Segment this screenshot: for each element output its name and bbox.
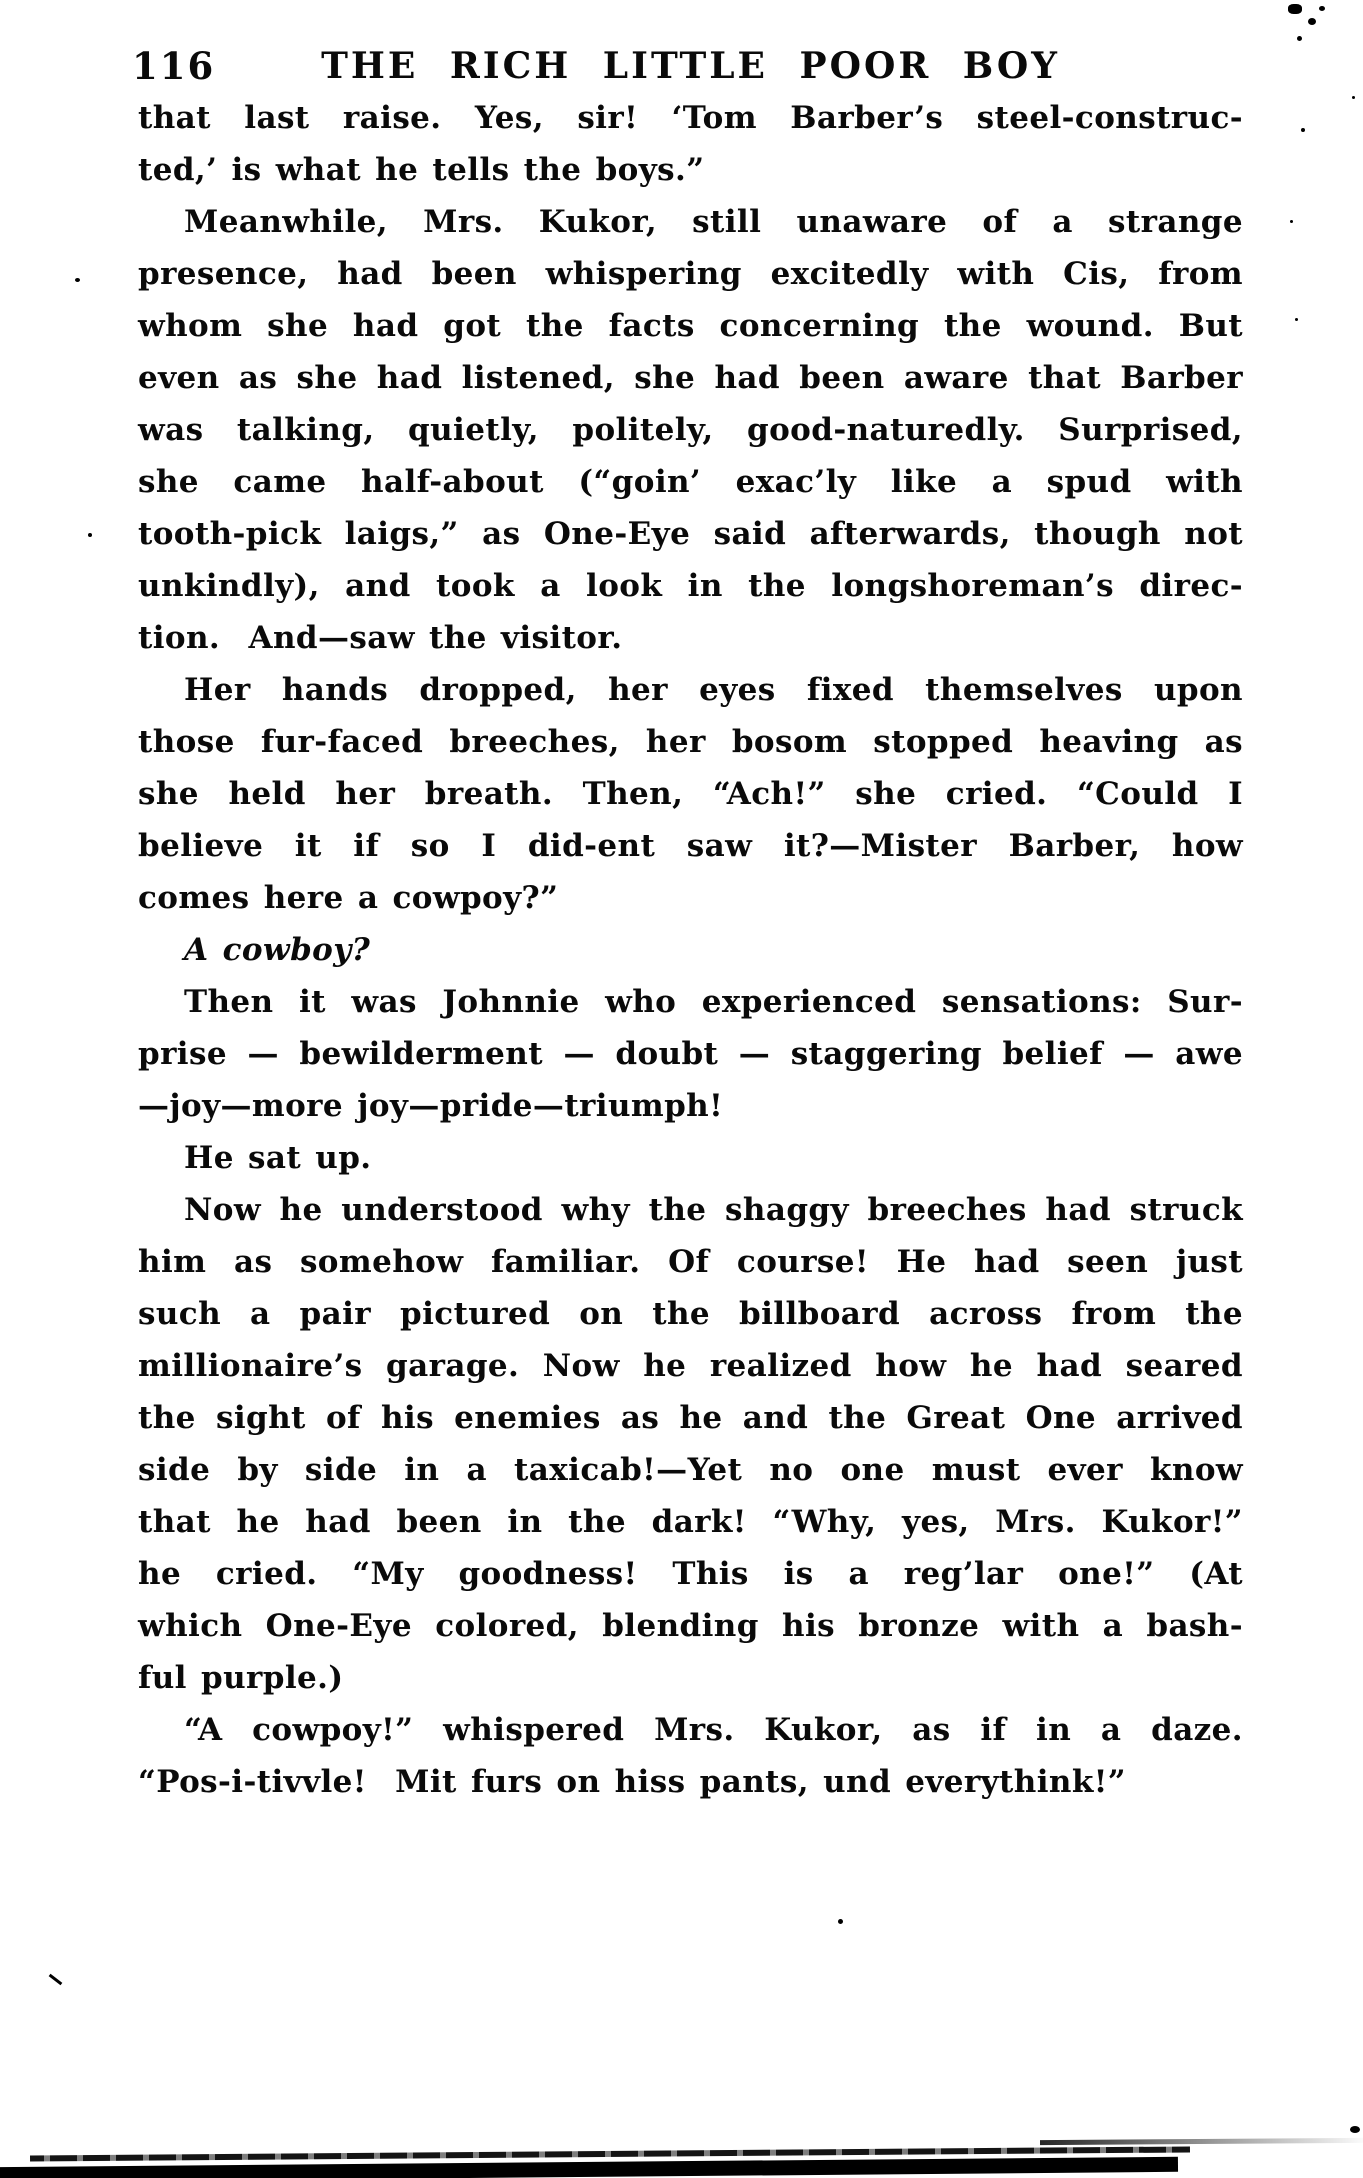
text-line: Then it was Johnnie who experienced sensations: Sur- (184, 984, 1243, 1020)
scan-speck (1352, 96, 1355, 99)
text-line: those fur-faced breeches, her bosom stopped heaving as (138, 724, 1243, 760)
text-line: tooth-pick laigs,” as One-Eye said afterwards, though not (138, 516, 1243, 552)
text-line: He sat up. (184, 1140, 372, 1176)
text-line: side by side in a taxicab!—Yet no one must ever know (138, 1452, 1243, 1488)
text-line: tion. And—saw the visitor. (138, 620, 623, 656)
text-line: such a pair pictured on the billboard across from the (138, 1296, 1243, 1332)
text-line: believe it if so I did-ent saw it?—Mister Barber, how (138, 828, 1243, 864)
text-line: which One-Eye colored, blending his bronze with a bash- (138, 1608, 1243, 1644)
text-line: he cried. “My goodness! This is a reg’lar one!” (At (138, 1556, 1243, 1592)
scan-speck (1288, 4, 1302, 14)
paragraph (138, 976, 1243, 1132)
text-line: “Pos-i-tivvle! Mit furs on hiss pants, und everythink!” (138, 1764, 1126, 1800)
text-line: him as somehow familiar. Of course! He had seen just (138, 1244, 1243, 1280)
text-line: prise — bewilderment — doubt — staggering belief — awe (138, 1036, 1243, 1072)
text-block (138, 92, 1243, 1808)
scan-speck (1290, 220, 1293, 223)
text-line: Meanwhile, Mrs. Kukor, still unaware of a strange (184, 204, 1243, 240)
text-line: she held her breath. Then, “Ach!” she cried. “Could I (138, 776, 1243, 812)
text-line: presence, had been whispering excitedly with Cis, from (138, 256, 1243, 292)
paragraph (138, 196, 1243, 664)
text-line: even as she had listened, she had been aware that Barber (138, 360, 1243, 396)
text-line: the sight of his enemies as he and the Great One arrived (138, 1400, 1243, 1436)
scan-speck (1301, 128, 1305, 132)
scan-speck (1319, 6, 1325, 11)
scan-smudge-fade (1040, 2138, 1363, 2145)
text-line: that he had been in the dark! “Why, yes, Mrs. Kukor!” (138, 1504, 1243, 1540)
text-line: millionaire’s garage. Now he realized how he had seared (138, 1348, 1243, 1384)
text-line: was talking, quietly, politely, good-naturedly. Surprised, (138, 412, 1243, 448)
scan-speck (838, 1919, 843, 1924)
text-line: comes here a cowpoy?” (138, 880, 559, 916)
scan-tick (49, 1974, 63, 1986)
page-header (132, 42, 1243, 94)
paragraph (138, 1184, 1243, 1704)
paragraph (138, 1132, 1243, 1184)
scan-speck (1297, 36, 1302, 41)
text-line: that last raise. Yes, sir! ‘Tom Barber’s steel-construc- (138, 100, 1243, 136)
scan-speck (88, 533, 92, 537)
paragraph (138, 1704, 1243, 1808)
scan-speck (75, 278, 80, 282)
text-line: unkindly), and took a look in the longshoreman’s direc- (138, 568, 1243, 604)
text-line: Now he understood why the shaggy breeches had struck (184, 1192, 1243, 1228)
text-line: A cowboy? (184, 932, 371, 968)
page-number: 116 (132, 44, 216, 88)
text-line: whom she had got the facts concerning the wound. But (138, 308, 1243, 344)
running-title: THE RICH LITTLE POOR BOY (321, 45, 1060, 87)
paragraph (138, 924, 1243, 976)
scan-speck (1295, 318, 1298, 321)
paragraph (138, 664, 1243, 924)
text-line: Her hands dropped, her eyes fixed themselves upon (184, 672, 1243, 708)
paragraph (138, 92, 1243, 196)
scan-speck (1308, 18, 1316, 25)
text-line: —joy—more joy—pride—triumph! (138, 1088, 724, 1124)
scan-speck (1350, 2126, 1360, 2133)
text-line: ful purple.) (138, 1660, 344, 1696)
text-line: she came half-about (“goin’ exac’ly like a spud with (138, 464, 1243, 500)
text-line: ted,’ is what he tells the boys.” (138, 152, 705, 188)
text-line: “A cowpoy!” whispered Mrs. Kukor, as if in a daze. (184, 1712, 1243, 1748)
